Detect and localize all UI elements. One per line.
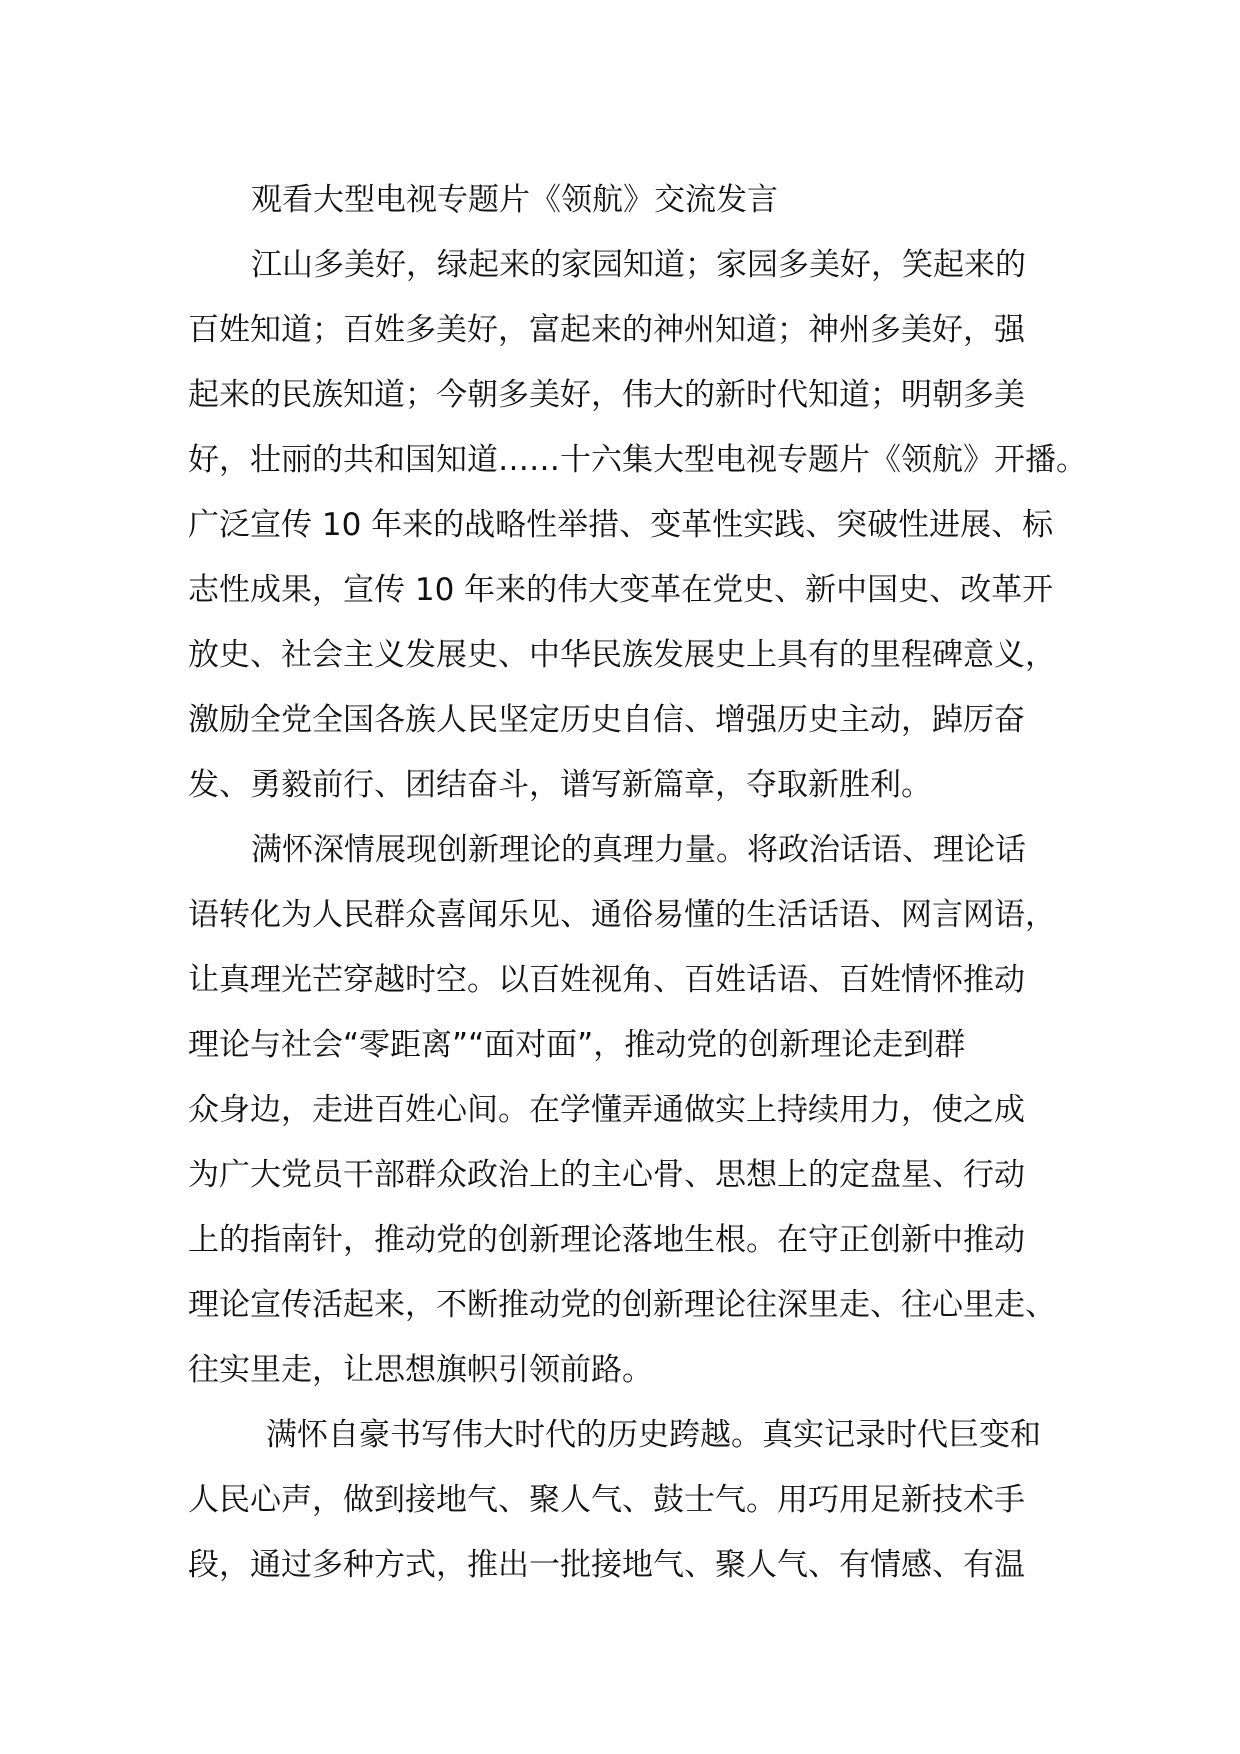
paragraph-line: 理论与社会“零距离”“面对面”，推动党的创新理论走到群: [188, 1027, 966, 1063]
paragraph-line: 段，通过多种方式，推出一批接地气、聚人气、有情感、有温: [188, 1547, 1025, 1583]
paragraph-2: [188, 818, 1088, 1403]
paragraph-line: 广泛宣传 10 年来的战略性举措、变革性实践、突破性进展、标: [188, 507, 1054, 543]
paragraph-line: 让真理光芒穿越时空。以百姓视角、百姓话语、百姓情怀推动: [188, 962, 1025, 998]
paragraph-line: 发、勇毅前行、团结奋斗，谱写新篇章，夺取新胜利。: [188, 767, 932, 803]
paragraph-3: [188, 1403, 1088, 1598]
paragraph-line: 为广大党员干部群众政治上的主心骨、思想上的定盘星、行动: [188, 1157, 1025, 1193]
paragraph-line: 往实里走，让思想旗帜引领前路。: [188, 1352, 653, 1388]
document-title: 观看大型电视专题片《领航》交流发言: [251, 182, 778, 218]
paragraph-line: 百姓知道；百姓多美好，富起来的神州知道；神州多美好，强: [188, 312, 1025, 348]
paragraph-line: 起来的民族知道；今朝多美好，伟大的新时代知道；明朝多美: [188, 377, 1025, 413]
paragraph-line: 江山多美好，绿起来的家园知道；家园多美好，笑起来的: [251, 247, 1026, 283]
paragraph-line: 上的指南针，推动党的创新理论落地生根。在守正创新中推动: [188, 1222, 1025, 1258]
paragraph-line: 语转化为人民群众喜闻乐见、通俗易懂的生活话语、网言网语，: [188, 897, 1056, 933]
paragraph-line: 志性成果，宣传 10 年来的伟大变革在党史、新中国史、改革开: [188, 572, 1054, 608]
paragraph-line: 人民心声，做到接地气、聚人气、鼓士气。用巧用足新技术手: [188, 1482, 1025, 1518]
paragraph-line: 满怀自豪书写伟大时代的历史跨越。真实记录时代巨变和: [266, 1417, 1041, 1453]
paragraph-line: 激励全党全国各族人民坚定历史自信、增强历史主动，踔厉奋: [188, 702, 1025, 738]
document-body: [188, 168, 1088, 1598]
paragraph-1: [188, 233, 1088, 818]
paragraph-line: 众身边，走进百姓心间。在学懂弄通做实上持续用力，使之成: [188, 1092, 1025, 1128]
paragraph-line: 放史、社会主义发展史、中华民族发展史上具有的里程碑意义，: [188, 637, 1056, 673]
paragraph-line: 理论宣传活起来，不断推动党的创新理论往深里走、往心里走、: [188, 1287, 1056, 1323]
paragraph-line: 满怀深情展现创新理论的真理力量。将政治话语、理论话: [251, 832, 1026, 868]
paragraph-line: 好，壮丽的共和国知道……十六集大型电视专题片《领航》开播。: [188, 442, 1087, 478]
